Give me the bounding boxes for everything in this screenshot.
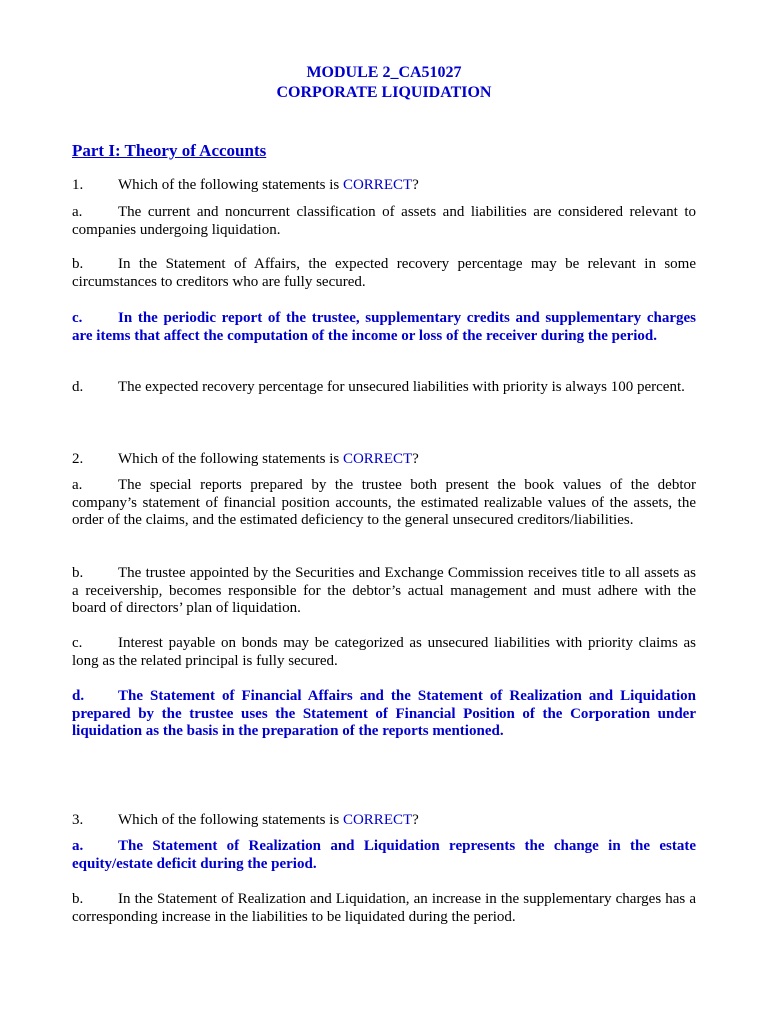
option-letter: d. bbox=[72, 688, 85, 704]
question-2-stem bbox=[72, 451, 696, 469]
option-letter: c. bbox=[72, 635, 83, 651]
option-letter: b. bbox=[72, 891, 84, 907]
option-letter: a. bbox=[72, 477, 83, 493]
question-2-option-b bbox=[72, 565, 696, 618]
question-1-option-c bbox=[72, 310, 696, 345]
option-letter: d. bbox=[72, 379, 84, 395]
question-3-stem bbox=[72, 812, 696, 830]
question-text: Which of the following statements is bbox=[118, 177, 343, 193]
option-letter: b. bbox=[72, 565, 84, 581]
option-text: In the Statement of Affairs, the expected recovery percentage may be relevant in some circumstances to creditors who are fully secured. bbox=[72, 256, 696, 290]
question-1-option-a bbox=[72, 204, 696, 239]
option-text: In the periodic report of the trustee, supplementary credits and supplementary charges are items that affect the computation of the income or loss of the receiver during the period. bbox=[72, 310, 696, 344]
question-end: ? bbox=[412, 812, 419, 828]
document-title: CORPORATE LIQUIDATION bbox=[276, 84, 492, 101]
question-number: 3. bbox=[72, 812, 84, 828]
question-end: ? bbox=[412, 451, 419, 467]
question-keyword: CORRECT bbox=[342, 812, 413, 828]
question-number: 2. bbox=[72, 451, 84, 467]
question-end: ? bbox=[412, 177, 419, 193]
question-2-option-d bbox=[72, 688, 696, 741]
question-1-option-d bbox=[72, 379, 696, 397]
question-3-option-a bbox=[72, 838, 696, 873]
question-2-option-a bbox=[72, 477, 696, 530]
option-text: The Statement of Financial Affairs and the Statement of Realization and Liquidation prepared by the trustee uses the Statement of Financial Position of the Corporation under liquidation as the basis in the preparation of the reports mentioned. bbox=[72, 688, 696, 739]
option-text: In the Statement of Realization and Liquidation, an increase in the supplementary charges has a corresponding increase in the liabilities to be liquidated during the period. bbox=[72, 891, 696, 925]
module-code: MODULE 2_CA51027 bbox=[306, 64, 462, 81]
question-keyword: CORRECT bbox=[342, 177, 413, 193]
option-text: The trustee appointed by the Securities and Exchange Commission receives title to all assets as a receivership, becomes responsible for the debtor’s actual management and must adhere with the board of directors’ plan of liquidation. bbox=[72, 565, 696, 616]
option-letter: b. bbox=[72, 256, 84, 272]
option-letter: a. bbox=[72, 838, 84, 854]
question-text: Which of the following statements is bbox=[118, 451, 343, 467]
option-text: The Statement of Realization and Liquidation represents the change in the estate equity/estate deficit during the period. bbox=[72, 838, 696, 872]
option-text: Interest payable on bonds may be categorized as unsecured liabilities with priority claims as long as the related principal is fully secured. bbox=[72, 635, 696, 669]
option-text: The current and noncurrent classification of assets and liabilities are considered relevant to companies undergoing liquidation. bbox=[72, 204, 696, 238]
question-3-option-b bbox=[72, 891, 696, 926]
question-number: 1. bbox=[72, 177, 84, 193]
option-letter: c. bbox=[72, 310, 83, 326]
option-letter: a. bbox=[72, 204, 83, 220]
part-title: Part I: Theory of Accounts bbox=[72, 141, 267, 160]
option-text: The special reports prepared by the trustee both present the book values of the debtor company’s statement of financial position accounts, the estimated realizable values of the assets, the order of the claims, and the estimated deficiency to the general unsecured creditors/liabilities. bbox=[72, 477, 696, 528]
question-1-stem bbox=[72, 177, 696, 195]
question-2-option-c bbox=[72, 635, 696, 670]
question-1-option-b bbox=[72, 256, 696, 291]
question-keyword: CORRECT bbox=[342, 451, 413, 467]
option-text: The expected recovery percentage for unsecured liabilities with priority is always 100 percent. bbox=[118, 379, 685, 395]
question-text: Which of the following statements is bbox=[118, 812, 343, 828]
